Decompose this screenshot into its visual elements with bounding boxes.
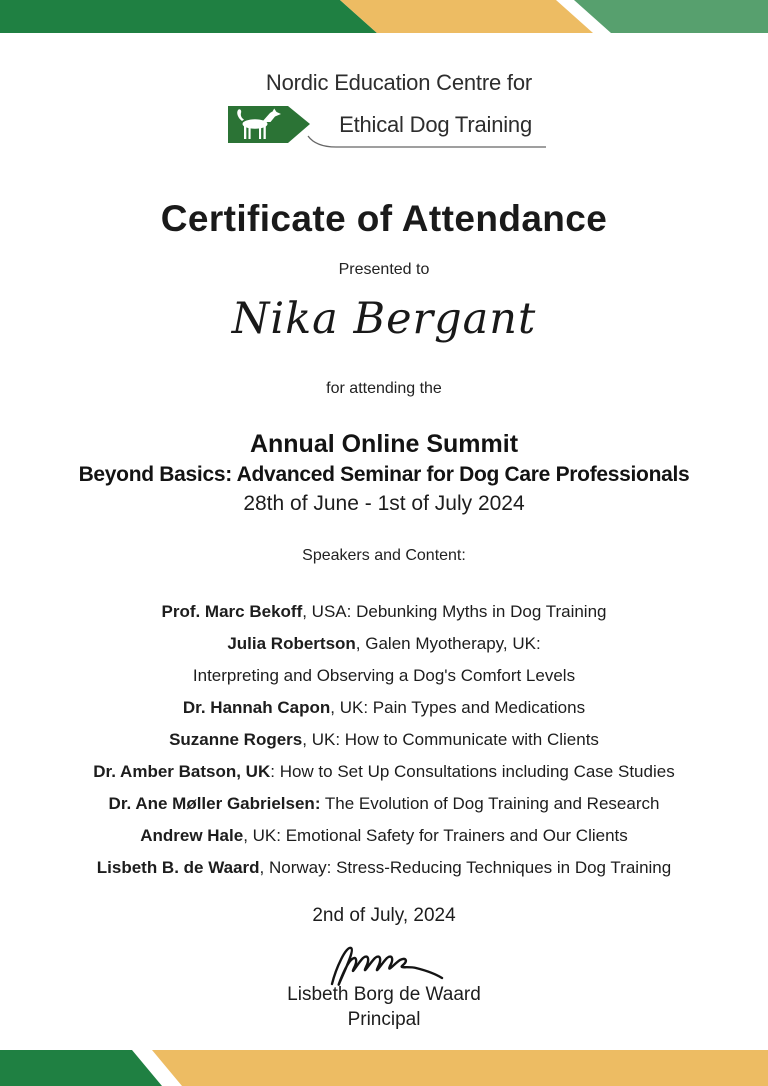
speaker-line [0,660,768,692]
recipient-name: Nika Bergant [231,294,537,344]
speakers-list [0,596,768,884]
speaker-name: Prof. Marc Bekoff [161,602,303,621]
speaker-topic: , Norway: Stress-Reducing Techniques in Dog Training [259,858,672,877]
event-title: Annual Online Summit [249,430,519,458]
logo-text-line2: Ethical Dog Training [339,112,532,137]
speaker-name: Suzanne Rogers [169,730,303,749]
speaker-name: Dr. Ane Møller Gabrielsen: [108,794,321,813]
signer-role: Principal [347,1009,421,1030]
speaker-line [0,852,768,884]
speaker-name: Andrew Hale [140,826,244,845]
speaker-name: Lisbeth B. de Waard [96,858,260,877]
presented-to-label: Presented to [338,261,430,278]
speaker-topic: , UK: Pain Types and Medications [330,698,586,717]
speaker-topic: The Evolution of Dog Training and Research [320,794,660,813]
speaker-line [0,596,768,628]
speaker-name: Dr. Amber Batson, UK [93,762,271,781]
logo-underline-rule [306,134,548,150]
signer-name: Lisbeth Borg de Waard [287,984,481,1005]
page-title: Certificate of Attendance [160,198,608,239]
speaker-topic: , UK: How to Communicate with Clients [302,730,599,749]
logo-text-line1: Nordic Education Centre for [265,70,532,95]
speaker-line [0,756,768,788]
speaker-topic: Interpreting and Observing a Dog's Comfort Levels [192,666,576,685]
issue-date: 2nd of July, 2024 [312,905,456,926]
event-dates: 28th of June - 1st of July 2024 [243,492,525,515]
speaker-line [0,788,768,820]
speaker-name: Dr. Hannah Capon [182,698,331,717]
top-banner [0,0,768,33]
speaker-name: Julia Robertson [227,634,356,653]
bottom-banner [0,1050,768,1086]
speaker-line [0,628,768,660]
speaker-line [0,724,768,756]
speaker-topic: , Galen Myotherapy, UK: [355,634,541,653]
speaker-line [0,820,768,852]
event-subtitle: Beyond Basics: Advanced Seminar for Dog Care Professionals [78,463,690,486]
speaker-topic: : How to Set Up Consultations including Case Studies [270,762,675,781]
signature-icon [0,938,768,988]
speakers-heading: Speakers and Content: [302,547,466,564]
speaker-topic: , USA: Debunking Myths in Dog Training [302,602,607,621]
for-attending-label: for attending the [326,380,442,397]
speaker-line [0,692,768,724]
speaker-topic: , UK: Emotional Safety for Trainers and Our Clients [243,826,628,845]
